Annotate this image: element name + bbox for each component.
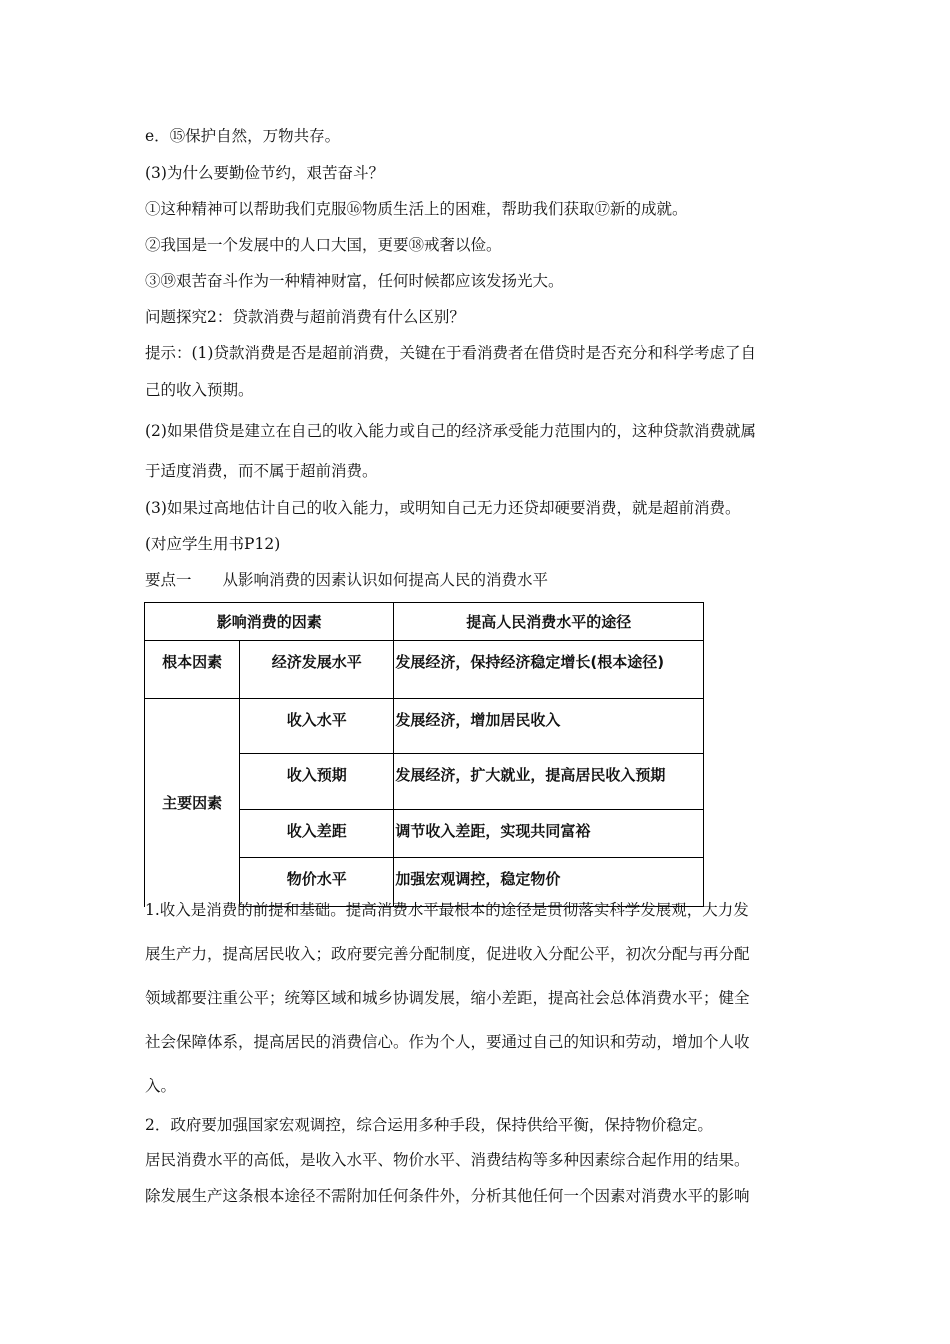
text-line: 除发展生产这条根本途径不需附加任何条件外，分析其他任何一个因素对消费水平的影响 <box>145 1187 750 1205</box>
text-line: 居民消费水平的高低，是收入水平、物价水平、消费结构等多种因素综合起作用的结果。 <box>145 1151 750 1169</box>
text-line: 展生产力，提高居民收入；政府要完善分配制度，促进收入分配公平，初次分配与再分配 <box>145 945 750 963</box>
text-line: 领域都要注重公平；统筹区域和城乡协调发展，缩小差距，提高社会总体消费水平；健全 <box>145 989 750 1007</box>
text-line: 于适度消费，而不属于超前消费。 <box>145 462 378 480</box>
factor-cell: 物价水平 <box>240 858 394 907</box>
table-row <box>145 699 704 754</box>
text-line: 1.收入是消费的前提和基础。提高消费水平最根本的途径是贯彻落实科学发展观，大力发 <box>145 901 749 919</box>
way-cell: 调节收入差距，实现共同富裕 <box>394 810 704 858</box>
text-line: (2)如果借贷是建立在自己的收入能力或自己的经济承受能力范围内的，这种贷款消费就属 <box>145 422 756 440</box>
way-cell: 发展经济，增加居民收入 <box>394 699 704 754</box>
root-way: 发展经济，保持经济稳定增长(根本途径) <box>394 641 704 699</box>
root-factor-label: 根本因素 <box>145 641 240 699</box>
way-cell: 加强宏观调控，稳定物价 <box>394 858 704 907</box>
table-row <box>145 641 704 699</box>
text-line: 2．政府要加强国家宏观调控，综合运用多种手段，保持供给平衡，保持物价稳定。 <box>145 1116 713 1134</box>
factor-cell: 收入差距 <box>240 810 394 858</box>
root-factor: 经济发展水平 <box>240 641 394 699</box>
text-line: 提示：(1)贷款消费是否是超前消费，关键在于看消费者在借贷时是否充分和科学考虑了自 <box>145 344 756 362</box>
text-line: (3)为什么要勤俭节约，艰苦奋斗？ <box>145 164 384 182</box>
text-line: ①这种精神可以帮助我们克服⑯物质生活上的困难，帮助我们获取⑰新的成就。 <box>145 200 688 218</box>
header-ways: 提高人民消费水平的途径 <box>394 603 704 641</box>
text-line: 问题探究2：贷款消费与超前消费有什么区别？ <box>145 308 465 326</box>
table-header-row <box>145 603 704 641</box>
consumption-factors-table <box>144 602 704 907</box>
text-line: 己的收入预期。 <box>145 381 254 399</box>
text-line: ②我国是一个发展中的人口大国，更要⑱戒奢以俭。 <box>145 236 502 254</box>
header-factors: 影响消费的因素 <box>145 603 394 641</box>
text-line: ③⑲艰苦奋斗作为一种精神财富，任何时候都应该发扬光大。 <box>145 272 564 290</box>
text-line: e．⑮保护自然，万物共存。 <box>145 127 341 145</box>
way-cell: 发展经济，扩大就业，提高居民收入预期 <box>394 754 704 810</box>
main-factor-label: 主要因素 <box>145 699 240 907</box>
text-line: 社会保障体系，提高居民的消费信心。作为个人，要通过自己的知识和劳动，增加个人收 <box>145 1033 750 1051</box>
text-line: 入。 <box>145 1077 177 1095</box>
text-line: (3)如果过高地估计自己的收入能力，或明知自己无力还贷却硬要消费，就是超前消费。 <box>145 499 741 517</box>
factor-cell: 收入水平 <box>240 699 394 754</box>
factor-cell: 收入预期 <box>240 754 394 810</box>
text-line: (对应学生用书P12) <box>145 535 281 553</box>
section-heading: 要点一 从影响消费的因素认识如何提高人民的消费水平 <box>145 571 549 589</box>
